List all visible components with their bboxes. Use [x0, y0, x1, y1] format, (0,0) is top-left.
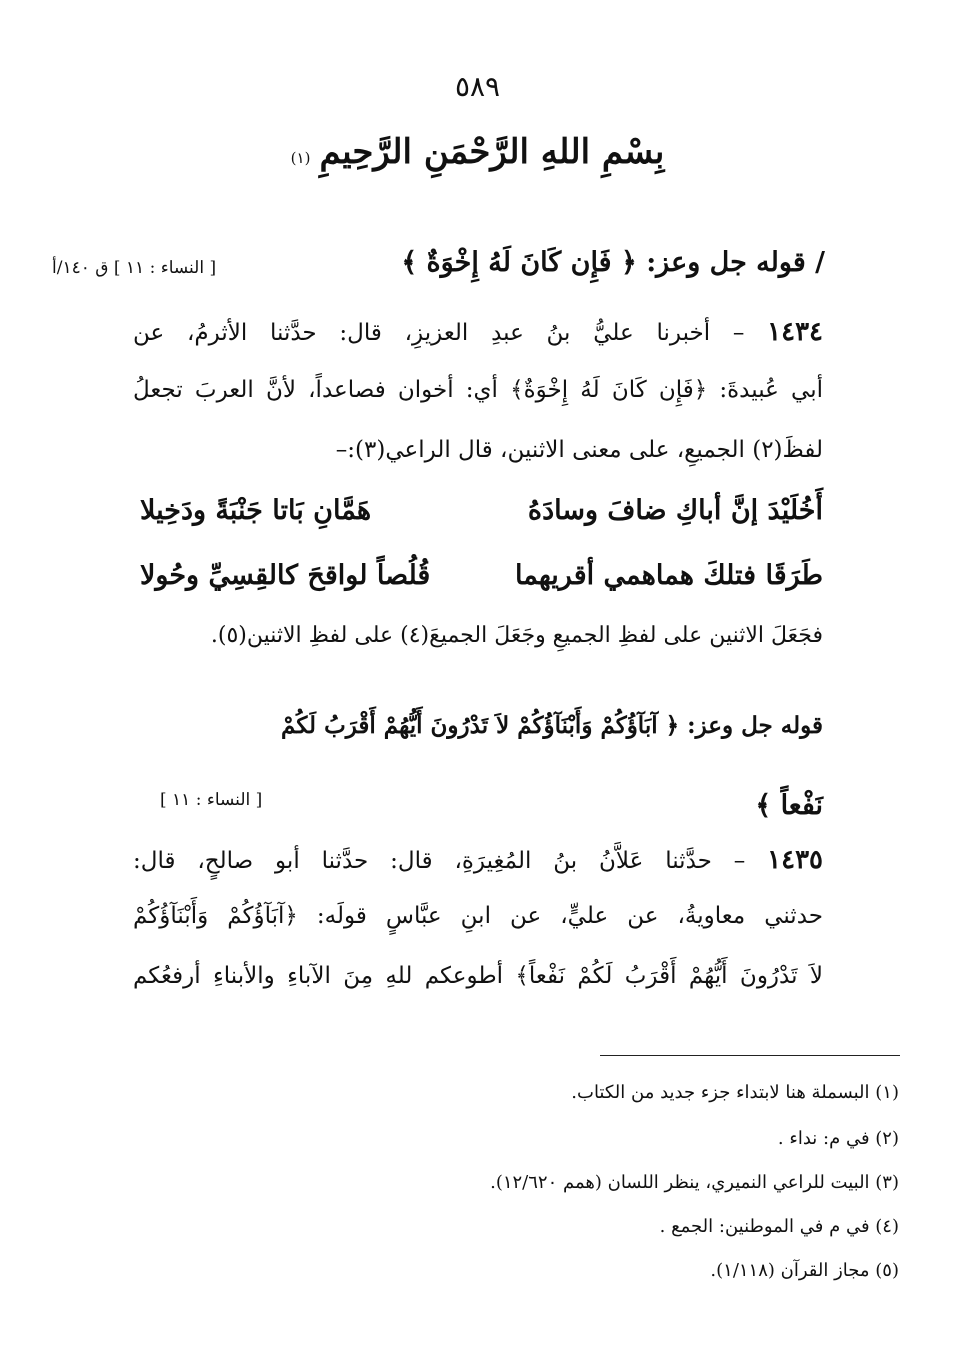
footnote-5: (٥) مجاز القرآن (١/١١٨). — [710, 1260, 899, 1281]
hadith-1435-line-3: لاَ تَدْرُونَ أَيُّهُمْ أَقْرَبُ لَكُمْ نَفْعاً﴾ أطوعكم للهِ مِنَ الآباءِ والأبناءِ أرفعُكم — [133, 963, 823, 989]
poem-verse-2-right: طَرَقَا فتلكَ هماهمي أقريهما — [515, 560, 823, 591]
poem-verse-1-left: هَمَّانِ بَاتا جَنْبَةً ودَخِيلا — [140, 495, 372, 526]
hadith-1435-line-1 — [133, 845, 823, 875]
hadith-1434-number: ١٤٣٤ — [767, 317, 824, 347]
page-number: ٥٨٩ — [454, 70, 501, 103]
section1-ref: [ النساء : ١١ ] ق ١٤٠/أ — [52, 258, 217, 278]
section2-verse-line-1: ﴿ آبَآؤُكُمْ وَأَبْنَآؤُكُمْ لاَ تَدْرُونَ أَيُّهُمْ أَقْرَبُ لَكُمْ — [281, 712, 680, 739]
section1-heading-text: / قوله جل وعز: — [646, 247, 825, 278]
footnote-divider — [600, 1055, 900, 1056]
basmala-footnote-marker: (١) — [290, 149, 311, 167]
basmala — [0, 132, 955, 172]
hadith-1434-line-1 — [133, 317, 823, 347]
footnote-4: (٤) في م في الموطنين: الجمع . — [659, 1216, 899, 1237]
footnote-3: (٣) البيت للراعي النميري، ينظر اللسان (همم ١٢/٦٢٠). — [490, 1172, 899, 1193]
hadith-1434-text-1: – أخبرنا عليُّ بنُ عبدِ العزيزِ، قال: حدَّثنا الأثرمُ، عن — [133, 320, 745, 346]
section2-ref: [ النساء : ١١ ] — [160, 790, 263, 810]
footnote-1: (١) البسملة هنا لابتداء جزء جديد من الكتاب. — [571, 1082, 899, 1103]
section1-heading — [401, 247, 825, 278]
section2-heading-text: قوله جل وعز: — [687, 712, 823, 739]
poem-verse-2-left: قُلُصاً لواقحَ كالقِسِيِّ وحُولا — [140, 560, 431, 591]
hadith-1435-number: ١٤٣٥ — [767, 845, 824, 875]
section1-verse: ﴿ فَإِن كَانَ لَهُ إِخْوَةٌ ﴾ — [401, 247, 637, 278]
hadith-1435-text-1: – حدَّثنا عَلاَّنُ بنُ المُغِيرَةِ، قال: حدَّثنا أبو صالحٍ، قال: — [133, 848, 746, 874]
poem-explanation: فجَعَلَ الاثنين على لفظِ الجميعِ وجَعَلَ الجميعَ(٤) على لفظِ الاثنين(٥). — [210, 623, 823, 648]
section2-verse-line-2: نَفْعاً ﴾ — [755, 790, 823, 821]
footnote-2: (٢) في م: نداء . — [777, 1128, 899, 1149]
hadith-1434-line-2: أبي عُبيدةَ: ﴿فَإِن كَانَ لَهُ إِخْوَةٌ﴾ أي: أخوان فصاعداً، لأنَّ العربَ تجعلُ — [133, 377, 823, 403]
section2-heading — [133, 712, 823, 739]
hadith-1434-line-3: لفظَ(٢) الجميعِ، على معنى الاثنين، قال الراعي(٣):– — [335, 437, 823, 463]
hadith-1435-line-2: حدثني معاويةُ، عن عليٍّ، عن ابنِ عبَّاسٍ قولَه: ﴿آبَآؤُكُمْ وَأَبْنَآؤُكُمْ — [133, 903, 823, 929]
poem-verse-1-right: أَخُلَيْدَ إنَّ أباكِ ضافَ وسادَهُ — [527, 495, 823, 526]
basmala-text: بِسْمِ اللهِ الرَّحْمَنِ الرَّحِيمِ — [319, 132, 665, 172]
